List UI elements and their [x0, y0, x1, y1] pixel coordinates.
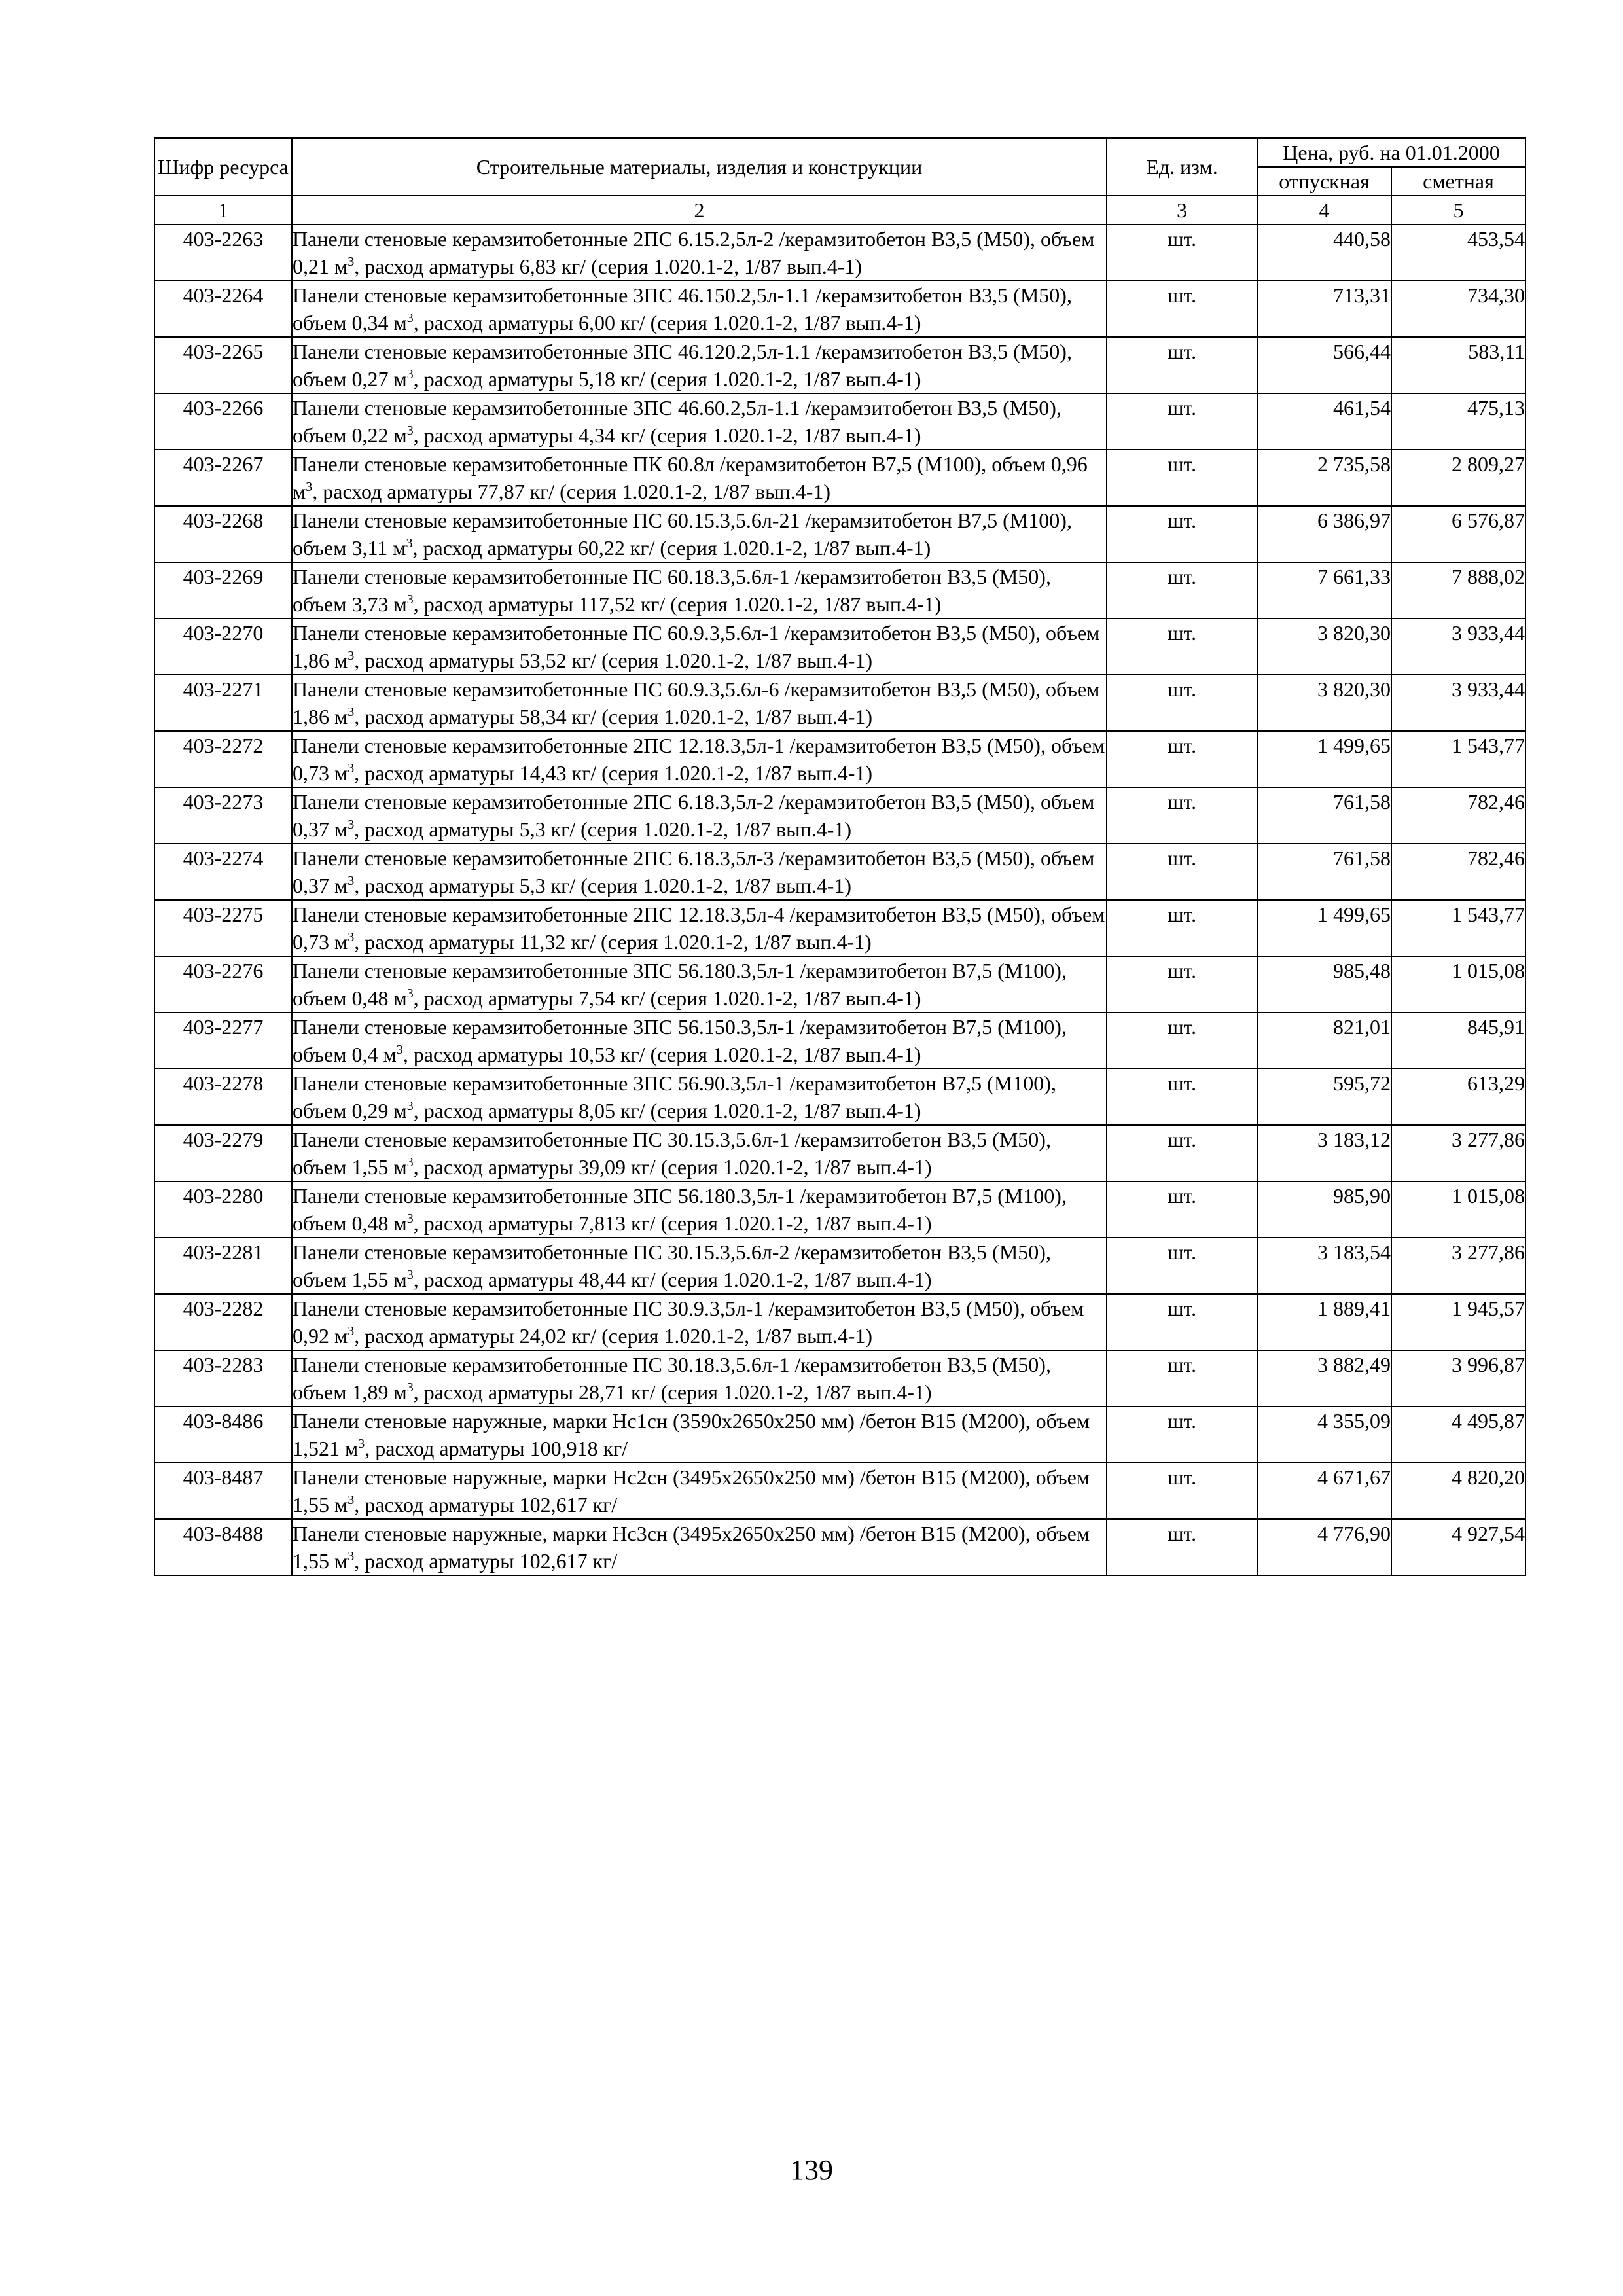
material-description: [292, 1407, 1107, 1463]
material-description: [292, 619, 1107, 675]
volume-exponent: 3: [348, 1549, 355, 1564]
material-description: [292, 956, 1107, 1013]
estimate-price: 3 277,86: [1391, 1238, 1525, 1294]
resource-code: 403-2271: [154, 675, 292, 731]
material-description: [292, 675, 1107, 731]
description-text: Панели стеновые керамзитобетонные 3ПС 46.120.2,5л-1.1 /керамзитобетон В3,5 (М50), объем 0,27 м: [293, 340, 1072, 391]
volume-exponent: 3: [348, 817, 355, 832]
description-text: Панели стеновые керамзитобетонные 3ПС 46.60.2,5л-1.1 /керамзитобетон В3,5 (М50), объем 0,22 м: [293, 396, 1061, 447]
estimate-price: 3 933,44: [1391, 675, 1525, 731]
release-price: 985,48: [1257, 956, 1391, 1013]
material-description: [292, 337, 1107, 393]
material-description: [292, 787, 1107, 844]
material-description: [292, 224, 1107, 281]
resource-code: 403-2265: [154, 337, 292, 393]
unit-of-measure: шт.: [1107, 1238, 1257, 1294]
description-text: Панели стеновые наружные, марки Нс2сн (3495х2650х250 мм) /бетон В15 (М200), объем 1,55 м: [293, 1465, 1090, 1516]
description-text-rest: , расход арматуры 6,00 кг/ (серия 1.020.1-2, 1/87 вып.4-1): [413, 311, 921, 334]
estimate-price: 2 809,27: [1391, 450, 1525, 506]
release-price: 761,58: [1257, 844, 1391, 900]
volume-exponent: 3: [348, 930, 355, 944]
table-row: [154, 450, 1525, 506]
price-table: [154, 137, 1526, 1576]
material-description: [292, 731, 1107, 787]
estimate-price: 6 576,87: [1391, 506, 1525, 562]
material-description: [292, 393, 1107, 450]
estimate-price: 1 945,57: [1391, 1294, 1525, 1350]
description-text: Панели стеновые керамзитобетонные 3ПС 56.150.3,5л-1 /керамзитобетон В7,5 (М100), объем 0,4 м: [293, 1015, 1067, 1066]
header-materials: Строительные материалы, изделия и конструкции: [292, 138, 1107, 196]
release-price: 461,54: [1257, 393, 1391, 450]
release-price: 440,58: [1257, 224, 1391, 281]
description-text-rest: , расход арматуры 102,617 кг/: [354, 1493, 618, 1516]
release-price: 566,44: [1257, 337, 1391, 393]
description-text-rest: , расход арматуры 5,18 кг/ (серия 1.020.1-2, 1/87 вып.4-1): [413, 367, 921, 391]
volume-exponent: 3: [348, 255, 355, 269]
table-row: [154, 1125, 1525, 1181]
estimate-price: 782,46: [1391, 844, 1525, 900]
material-description: [292, 1350, 1107, 1407]
volume-exponent: 3: [406, 536, 413, 550]
release-price: 1 499,65: [1257, 900, 1391, 956]
description-text: Панели стеновые керамзитобетонные ПС 30.9.3,5л-1 /керамзитобетон В3,5 (М50), объем 0,92 м: [293, 1297, 1084, 1348]
description-text: Панели стеновые керамзитобетонные 2ПС 6.18.3,5л-3 /керамзитобетон В3,5 (М50), объем 0,37 м: [293, 846, 1095, 897]
release-price: 3 183,12: [1257, 1125, 1391, 1181]
unit-of-measure: шт.: [1107, 450, 1257, 506]
description-text-rest: , расход арматуры 77,87 кг/ (серия 1.020.1-2, 1/87 вып.4-1): [312, 480, 831, 503]
table-row: [154, 506, 1525, 562]
unit-of-measure: шт.: [1107, 1350, 1257, 1407]
description-text: Панели стеновые керамзитобетонные 2ПС 12.18.3,5л-1 /керамзитобетон В3,5 (М50), объем 0,73 м: [293, 734, 1105, 785]
material-description: [292, 506, 1107, 562]
material-description: [292, 1013, 1107, 1069]
unit-of-measure: шт.: [1107, 393, 1257, 450]
resource-code: 403-2277: [154, 1013, 292, 1069]
column-number: 5: [1391, 196, 1525, 224]
volume-exponent: 3: [406, 1211, 414, 1226]
estimate-price: 453,54: [1391, 224, 1525, 281]
release-price: 1 499,65: [1257, 731, 1391, 787]
release-price: 595,72: [1257, 1069, 1391, 1125]
description-text: Панели стеновые керамзитобетонные 2ПС 6.15.2,5л-2 /керамзитобетон В3,5 (М50), объем 0,21 м: [293, 227, 1095, 278]
estimate-price: 845,91: [1391, 1013, 1525, 1069]
volume-exponent: 3: [348, 874, 355, 888]
table-row: [154, 1069, 1525, 1125]
material-description: [292, 281, 1107, 337]
table-row: [154, 956, 1525, 1013]
material-description: [292, 844, 1107, 900]
resource-code: 403-2270: [154, 619, 292, 675]
description-text-rest: , расход арматуры 53,52 кг/ (серия 1.020.1-2, 1/87 вып.4-1): [354, 649, 873, 672]
table-row: [154, 619, 1525, 675]
unit-of-measure: шт.: [1107, 1463, 1257, 1519]
table-row: [154, 731, 1525, 787]
volume-exponent: 3: [406, 367, 414, 382]
volume-exponent: 3: [406, 1099, 414, 1113]
description-text: Панели стеновые керамзитобетонные ПС 60.18.3,5.6л-1 /керамзитобетон В3,5 (М50), объем 3,73 м: [293, 565, 1051, 616]
table-row: [154, 281, 1525, 337]
volume-exponent: 3: [406, 986, 414, 1001]
resource-code: 403-8488: [154, 1519, 292, 1575]
resource-code: 403-2281: [154, 1238, 292, 1294]
estimate-price: 4 820,20: [1391, 1463, 1525, 1519]
description-text-rest: , расход арматуры 7,813 кг/ (серия 1.020.1-2, 1/87 вып.4-1): [413, 1211, 932, 1235]
material-description: [292, 900, 1107, 956]
table-body: [154, 224, 1525, 1575]
unit-of-measure: шт.: [1107, 956, 1257, 1013]
description-text-rest: , расход арматуры 5,3 кг/ (серия 1.020.1-2, 1/87 вып.4-1): [354, 874, 852, 897]
table-row: [154, 1350, 1525, 1407]
estimate-price: 4 927,54: [1391, 1519, 1525, 1575]
estimate-price: 1 015,08: [1391, 1181, 1525, 1238]
column-number: 2: [292, 196, 1107, 224]
description-text-rest: , расход арматуры 8,05 кг/ (серия 1.020.1-2, 1/87 вып.4-1): [413, 1099, 921, 1122]
description-text: Панели стеновые керамзитобетонные ПС 30.15.3,5.6л-2 /керамзитобетон В3,5 (М50), объем 1,55 м: [293, 1240, 1051, 1291]
description-text-rest: , расход арматуры 6,83 кг/ (серия 1.020.1-2, 1/87 вып.4-1): [354, 255, 863, 278]
header-release-price: отпускная: [1257, 167, 1391, 196]
volume-exponent: 3: [406, 423, 414, 438]
release-price: 4 671,67: [1257, 1463, 1391, 1519]
volume-exponent: 3: [406, 311, 414, 325]
description-text-rest: , расход арматуры 48,44 кг/ (серия 1.020.1-2, 1/87 вып.4-1): [413, 1268, 932, 1291]
table-row: [154, 1294, 1525, 1350]
table-row: [154, 900, 1525, 956]
release-price: 3 882,49: [1257, 1350, 1391, 1407]
release-price: 4 776,90: [1257, 1519, 1391, 1575]
resource-code: 403-2275: [154, 900, 292, 956]
description-text-rest: , расход арматуры 24,02 кг/ (серия 1.020.1-2, 1/87 вып.4-1): [354, 1324, 873, 1348]
release-price: 6 386,97: [1257, 506, 1391, 562]
description-text-rest: , расход арматуры 10,53 кг/ (серия 1.020.1-2, 1/87 вып.4-1): [402, 1043, 921, 1066]
unit-of-measure: шт.: [1107, 562, 1257, 619]
description-text-rest: , расход арматуры 117,52 кг/ (серия 1.020.1-2, 1/87 вып.4-1): [413, 592, 942, 616]
unit-of-measure: шт.: [1107, 1125, 1257, 1181]
estimate-price: 782,46: [1391, 787, 1525, 844]
material-description: [292, 450, 1107, 506]
material-description: [292, 1463, 1107, 1519]
volume-exponent: 3: [348, 649, 355, 663]
header-unit: Ед. изм.: [1107, 138, 1257, 196]
unit-of-measure: шт.: [1107, 787, 1257, 844]
description-text-rest: , расход арматуры 58,34 кг/ (серия 1.020.1-2, 1/87 вып.4-1): [354, 705, 873, 728]
table-row: [154, 224, 1525, 281]
volume-exponent: 3: [406, 1268, 414, 1282]
unit-of-measure: шт.: [1107, 675, 1257, 731]
volume-exponent: 3: [396, 1043, 403, 1057]
description-text: Панели стеновые керамзитобетонные 3ПС 56.180.3,5л-1 /керамзитобетон В7,5 (М100), объем 0,48 м: [293, 959, 1067, 1010]
description-text-rest: , расход арматуры 7,54 кг/ (серия 1.020.1-2, 1/87 вып.4-1): [413, 986, 921, 1010]
resource-code: 403-2272: [154, 731, 292, 787]
table-row: [154, 562, 1525, 619]
header-price: Цена, руб. на 01.01.2000: [1257, 138, 1525, 167]
table-row: [154, 844, 1525, 900]
estimate-price: 1 543,77: [1391, 900, 1525, 956]
material-description: [292, 1238, 1107, 1294]
description-text-rest: , расход арматуры 14,43 кг/ (серия 1.020.1-2, 1/87 вып.4-1): [354, 761, 873, 785]
release-price: 4 355,09: [1257, 1407, 1391, 1463]
estimate-price: 734,30: [1391, 281, 1525, 337]
unit-of-measure: шт.: [1107, 1294, 1257, 1350]
volume-exponent: 3: [348, 1324, 355, 1338]
table-row: [154, 1407, 1525, 1463]
resource-code: 403-2282: [154, 1294, 292, 1350]
description-text: Панели стеновые керамзитобетонные ПС 60.9.3,5.6л-1 /керамзитобетон В3,5 (М50), объем 1,86 м: [293, 621, 1100, 672]
unit-of-measure: шт.: [1107, 1519, 1257, 1575]
unit-of-measure: шт.: [1107, 337, 1257, 393]
page-number: 139: [790, 2154, 833, 2186]
unit-of-measure: шт.: [1107, 506, 1257, 562]
column-number: 4: [1257, 196, 1391, 224]
unit-of-measure: шт.: [1107, 281, 1257, 337]
description-text-rest: , расход арматуры 4,34 кг/ (серия 1.020.1-2, 1/87 вып.4-1): [413, 423, 921, 447]
table-row: [154, 675, 1525, 731]
description-text: Панели стеновые керамзитобетонные 3ПС 46.150.2,5л-1.1 /керамзитобетон В3,5 (М50), объем 0,34 м: [293, 283, 1072, 334]
release-price: 3 820,30: [1257, 675, 1391, 731]
table-row: [154, 1181, 1525, 1238]
column-number: 1: [154, 196, 292, 224]
description-text-rest: , расход арматуры 60,22 кг/ (серия 1.020.1-2, 1/87 вып.4-1): [412, 536, 931, 560]
description-text: Панели стеновые наружные, марки Нс1сн (3590х2650х250 мм) /бетон В15 (М200), объем 1,521 м: [293, 1409, 1090, 1460]
estimate-price: 4 495,87: [1391, 1407, 1525, 1463]
resource-code: 403-2280: [154, 1181, 292, 1238]
resource-code: 403-2279: [154, 1125, 292, 1181]
description-text: Панели стеновые керамзитобетонные 2ПС 12.18.3,5л-4 /керамзитобетон В3,5 (М50), объем 0,73 м: [293, 903, 1105, 954]
release-price: 3 820,30: [1257, 619, 1391, 675]
header-estimate-price: сметная: [1391, 167, 1525, 196]
material-description: [292, 1519, 1107, 1575]
column-number: 3: [1107, 196, 1257, 224]
description-text: Панели стеновые керамзитобетонные ПК 60.8л /керамзитобетон В7,5 (М100), объем 0,96 м: [293, 452, 1088, 503]
release-price: 761,58: [1257, 787, 1391, 844]
release-price: 985,90: [1257, 1181, 1391, 1238]
resource-code: 403-2267: [154, 450, 292, 506]
release-price: 3 183,54: [1257, 1238, 1391, 1294]
table-row: [154, 1238, 1525, 1294]
resource-code: 403-2283: [154, 1350, 292, 1407]
release-price: 821,01: [1257, 1013, 1391, 1069]
estimate-price: 3 277,86: [1391, 1125, 1525, 1181]
resource-code: 403-2269: [154, 562, 292, 619]
unit-of-measure: шт.: [1107, 731, 1257, 787]
volume-exponent: 3: [406, 592, 414, 607]
unit-of-measure: шт.: [1107, 619, 1257, 675]
description-text-rest: , расход арматуры 28,71 кг/ (серия 1.020.1-2, 1/87 вып.4-1): [413, 1380, 932, 1404]
description-text: Панели стеновые керамзитобетонные ПС 30.18.3,5.6л-1 /керамзитобетон В3,5 (М50), объем 1,89 м: [293, 1353, 1051, 1404]
material-description: [292, 562, 1107, 619]
unit-of-measure: шт.: [1107, 1069, 1257, 1125]
estimate-price: 613,29: [1391, 1069, 1525, 1125]
estimate-price: 3 996,87: [1391, 1350, 1525, 1407]
volume-exponent: 3: [358, 1437, 365, 1451]
unit-of-measure: шт.: [1107, 900, 1257, 956]
volume-exponent: 3: [306, 480, 313, 494]
estimate-price: 3 933,44: [1391, 619, 1525, 675]
unit-of-measure: шт.: [1107, 224, 1257, 281]
release-price: 2 735,58: [1257, 450, 1391, 506]
volume-exponent: 3: [348, 1493, 355, 1507]
estimate-price: 7 888,02: [1391, 562, 1525, 619]
table-row: [154, 393, 1525, 450]
description-text: Панели стеновые керамзитобетонные 3ПС 56.180.3,5л-1 /керамзитобетон В7,5 (М100), объем 0,48 м: [293, 1184, 1067, 1235]
table-row: [154, 1519, 1525, 1575]
table-row: [154, 337, 1525, 393]
volume-exponent: 3: [406, 1155, 414, 1170]
description-text: Панели стеновые керамзитобетонные 2ПС 6.18.3,5л-2 /керамзитобетон В3,5 (М50), объем 0,37 м: [293, 790, 1095, 841]
resource-code: 403-2276: [154, 956, 292, 1013]
material-description: [292, 1125, 1107, 1181]
release-price: 7 661,33: [1257, 562, 1391, 619]
resource-code: 403-2273: [154, 787, 292, 844]
estimate-price: 1 543,77: [1391, 731, 1525, 787]
table-row: [154, 787, 1525, 844]
estimate-price: 1 015,08: [1391, 956, 1525, 1013]
resource-code: 403-2268: [154, 506, 292, 562]
description-text: Панели стеновые керамзитобетонные ПС 30.15.3,5.6л-1 /керамзитобетон В3,5 (М50), объем 1,55 м: [293, 1128, 1051, 1179]
estimate-price: 475,13: [1391, 393, 1525, 450]
description-text-rest: , расход арматуры 39,09 кг/ (серия 1.020.1-2, 1/87 вып.4-1): [413, 1155, 932, 1179]
volume-exponent: 3: [348, 705, 355, 719]
table-row: [154, 1463, 1525, 1519]
resource-code: 403-2278: [154, 1069, 292, 1125]
description-text: Панели стеновые наружные, марки Нс3сн (3495х2650х250 мм) /бетон В15 (М200), объем 1,55 м: [293, 1522, 1090, 1573]
unit-of-measure: шт.: [1107, 844, 1257, 900]
unit-of-measure: шт.: [1107, 1013, 1257, 1069]
resource-code: 403-8486: [154, 1407, 292, 1463]
description-text: Панели стеновые керамзитобетонные ПС 60.9.3,5.6л-6 /керамзитобетон В3,5 (М50), объем 1,86 м: [293, 677, 1100, 728]
resource-code: 403-2263: [154, 224, 292, 281]
material-description: [292, 1069, 1107, 1125]
description-text-rest: , расход арматуры 102,617 кг/: [354, 1549, 618, 1573]
resource-code: 403-2266: [154, 393, 292, 450]
unit-of-measure: шт.: [1107, 1407, 1257, 1463]
unit-of-measure: шт.: [1107, 1181, 1257, 1238]
estimate-price: 583,11: [1391, 337, 1525, 393]
description-text: Панели стеновые керамзитобетонные ПС 60.15.3,5.6л-21 /керамзитобетон В7,5 (М100), объем 3,11 м: [293, 509, 1072, 560]
description-text: Панели стеновые керамзитобетонные 3ПС 56.90.3,5л-1 /керамзитобетон В7,5 (М100), объем 0,29 м: [293, 1071, 1056, 1122]
volume-exponent: 3: [348, 761, 355, 776]
resource-code: 403-2264: [154, 281, 292, 337]
table-row: [154, 1013, 1525, 1069]
resource-code: 403-8487: [154, 1463, 292, 1519]
header-code: Шифр ресурса: [154, 138, 292, 196]
resource-code: 403-2274: [154, 844, 292, 900]
release-price: 713,31: [1257, 281, 1391, 337]
release-price: 1 889,41: [1257, 1294, 1391, 1350]
material-description: [292, 1181, 1107, 1238]
description-text-rest: , расход арматуры 11,32 кг/ (серия 1.020.1-2, 1/87 вып.4-1): [354, 930, 872, 954]
description-text-rest: , расход арматуры 100,918 кг/: [365, 1437, 628, 1460]
volume-exponent: 3: [406, 1380, 414, 1395]
description-text-rest: , расход арматуры 5,3 кг/ (серия 1.020.1-2, 1/87 вып.4-1): [354, 817, 852, 841]
material-description: [292, 1294, 1107, 1350]
